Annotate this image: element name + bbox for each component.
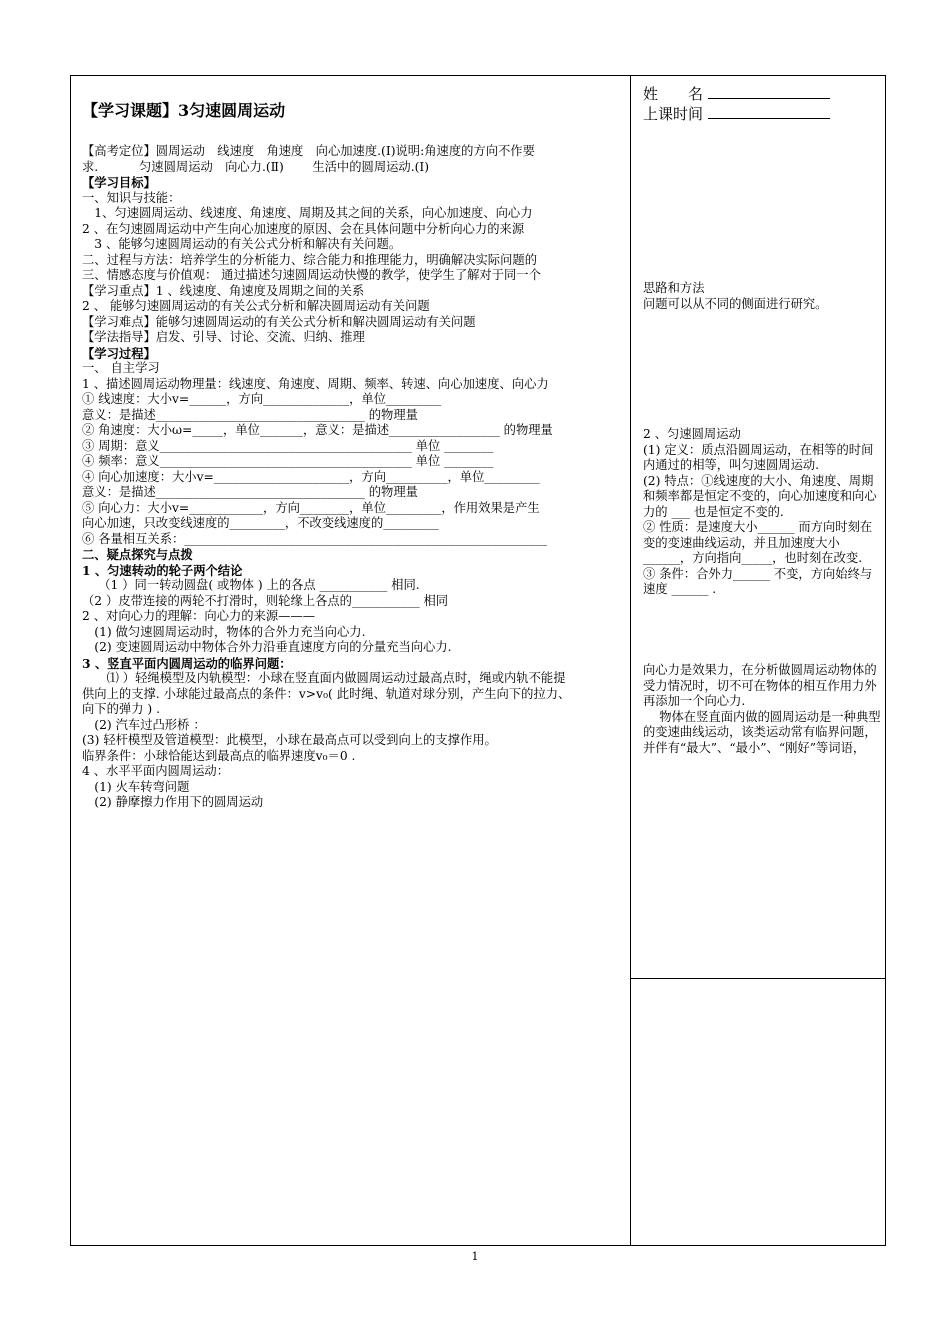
side-line: ③ 条件：合外力______ 不变，方向始终与速度 ______ . bbox=[643, 566, 873, 596]
student-info bbox=[643, 84, 830, 124]
main-line: ① 线速度：大小v=______，方向______________，单位_________ bbox=[82, 392, 442, 406]
side-line: (1) 定义：质点沿圆周运动，在相等的时间内通过的相等，叫匀速圆周运动. bbox=[643, 442, 874, 472]
method-title: 思路和方法 bbox=[643, 281, 705, 295]
side-line: (2) 特点：①线速度的大小、角速度、周期和频率都是恒定不变的，向心加速度和向心力的 ___ 也是恒定不变的. bbox=[643, 473, 877, 519]
main-line: 【学习难点】能够匀速圆周运动的有关公式分析和解决圆周运动有关问题 bbox=[82, 314, 476, 329]
main-line: 求. 匀速圆周运动 向心力.(Ⅱ) 生活中的圆周运动.(Ⅰ) bbox=[82, 159, 430, 174]
main-line: (2) 静摩擦力作用下的圆周运动 bbox=[82, 795, 264, 809]
main-line: 意义：是描述__________________________________ 的物理量 bbox=[82, 407, 418, 422]
main-line: 2 、在匀速圆周运动中产生向心加速度的原因、会在具体问题中分析向心力的来源 bbox=[82, 221, 525, 236]
main-line: 三、情感态度与价值观： 通过描述匀速圆周运动快慢的教学，使学生了解对于同一个 bbox=[82, 268, 541, 282]
method-text: 问题可以从不同的侧面进行研究。 bbox=[643, 296, 828, 311]
main-line: (1) 火车转弯问题 bbox=[82, 779, 190, 794]
name-label: 姓 名 bbox=[643, 85, 704, 103]
main-line: ⑴ ）轻绳模型及内轨模型：小球在竖直面内做圆周运动过最高点时，绳或内轨不能提 bbox=[82, 671, 566, 685]
force-note bbox=[643, 663, 881, 756]
main-line: 二、过程与方法：培养学生的分析能力、综合能力和推理能力，明确解决实际问题的 bbox=[82, 252, 537, 267]
main-line: 2 、对向心力的理解：向心力的来源——— bbox=[82, 609, 316, 623]
uniform-lines bbox=[643, 443, 881, 598]
main-line: 二、疑点探究与点拨 bbox=[82, 547, 193, 562]
side-line: 物体在竖直面内做的圆周运动是一种典型的变速曲线运动，该类运动常有临界问题，并伴有“最大”、“最小”、“刚好”等词语， bbox=[643, 709, 881, 755]
main-line: 意义：是描述__________________________________ 的物理量 bbox=[82, 485, 418, 499]
main-line: (1) 做匀速圆周运动时，物体的合外力充当向心力. bbox=[82, 624, 366, 639]
main-line: 3 、竖直平面内圆周运动的临界问题： bbox=[82, 655, 292, 671]
main-lines bbox=[82, 144, 622, 811]
time-blank bbox=[708, 104, 830, 119]
main-line: 1 、匀速转动的轮子两个结论 bbox=[82, 562, 243, 578]
main-line: 3 、能够匀速圆周运动的有关公式分析和解决有关问题。 bbox=[82, 237, 402, 251]
force-lines bbox=[643, 663, 881, 756]
main-line: 【学习重点】1 、线速度、角速度及周期之间的关系 bbox=[82, 283, 365, 298]
main-line: 向下的弹力 ) . bbox=[82, 702, 161, 716]
main-line: （1 ）同一转动圆盘( 或物体 ) 上的各点 ___________ 相同. bbox=[82, 578, 420, 592]
main-line: 【学习目标】 bbox=[82, 175, 156, 190]
uniform-note bbox=[643, 427, 881, 598]
main-line: 1 、描述圆周运动物理量：线速度、角速度、周期、频率、转速、向心加速度、向心力 bbox=[82, 376, 549, 391]
main-line: （2 ）皮带连接的两轮不打滑时，则轮缘上各点的___________ 相同 bbox=[82, 593, 449, 608]
main-line: (2) 汽车过凸形桥 ： bbox=[82, 717, 206, 732]
page-title: 【学习课题】3匀速圆周运动 bbox=[82, 101, 286, 120]
time-label: 上课时间 bbox=[643, 105, 704, 123]
main-line: ③ 周期：意义_________________________________________ 单位 ________ bbox=[82, 438, 494, 453]
main-line: (3) 轻杆模型及管道模型：此模型，小球在最高点可以受到向上的支撑作用。 bbox=[82, 733, 497, 747]
column-divider bbox=[630, 75, 631, 1246]
main-line: 【高考定位】圆周运动 线速度 角速度 向心加速度.(Ⅰ)说明:角速度的方向不作要 bbox=[82, 144, 535, 158]
main-line: 【学法指导】启发、引导、讨论、交流、归纳、推理 bbox=[82, 330, 365, 344]
main-line: ④ 频率：意义_________________________________________ 单位 ________ bbox=[82, 454, 494, 468]
main-line: 一、 自主学习 bbox=[82, 361, 160, 375]
main-line: 临界条件：小球恰能达到最高点的临界速度v₀＝0 . bbox=[82, 748, 356, 763]
main-line: 【学习过程】 bbox=[82, 345, 156, 361]
method-note bbox=[643, 281, 881, 312]
main-line: 向心加速，只改变线速度的_________，不改变线速度的_________ bbox=[82, 516, 439, 530]
main-line: 1、匀速圆周运动、线速度、角速度、周期及其之间的关系，向心加速度、向心力 bbox=[82, 206, 533, 220]
main-content bbox=[82, 100, 622, 811]
main-line: 供向上的支撑. 小球能过最高点的条件：v>v₀( 此时绳、轨道对球分别，产生向下的拉力、 bbox=[82, 686, 571, 701]
main-line: 4 、水平平面内圆周运动： bbox=[82, 764, 229, 778]
main-line: 一、知识与技能： bbox=[82, 190, 181, 205]
main-line: ⑤ 向心力：大小v=____________，方向________，单位_________，作用效果是产生 bbox=[82, 500, 540, 515]
side-divider bbox=[630, 978, 886, 979]
main-line: ⑥ 各量相互关系：___________________________________________________________ bbox=[82, 531, 548, 546]
main-line: ② 角速度：大小ω=_____，单位_______，意义：是描述__________________ 的物理量 bbox=[82, 423, 553, 437]
main-line: 2 、 能够匀速圆周运动的有关公式分析和解决圆周运动有关问题 bbox=[82, 299, 430, 313]
side-line: ② 性质：是速度大小______ 而方向时刻在变的变速曲线运动，并且加速度大小 ______，方向指向_____，也时刻在改变. bbox=[643, 520, 873, 565]
main-line: (2) 变速圆周运动中物体合外力沿垂直速度方向的分量充当向心力. bbox=[82, 640, 452, 654]
name-blank bbox=[708, 84, 830, 99]
main-line: ④ 向心加速度：大小v=______________________，方向__________，单位_________ bbox=[82, 469, 540, 484]
uniform-title: 2 、匀速圆周运动 bbox=[643, 427, 741, 441]
page-number: 1 bbox=[471, 1250, 479, 1263]
side-line: 向心力是效果力，在分析做圆周运动物体的受力情况时，切不可在物体的相互作用力外再添加一个向心力. bbox=[643, 663, 877, 708]
